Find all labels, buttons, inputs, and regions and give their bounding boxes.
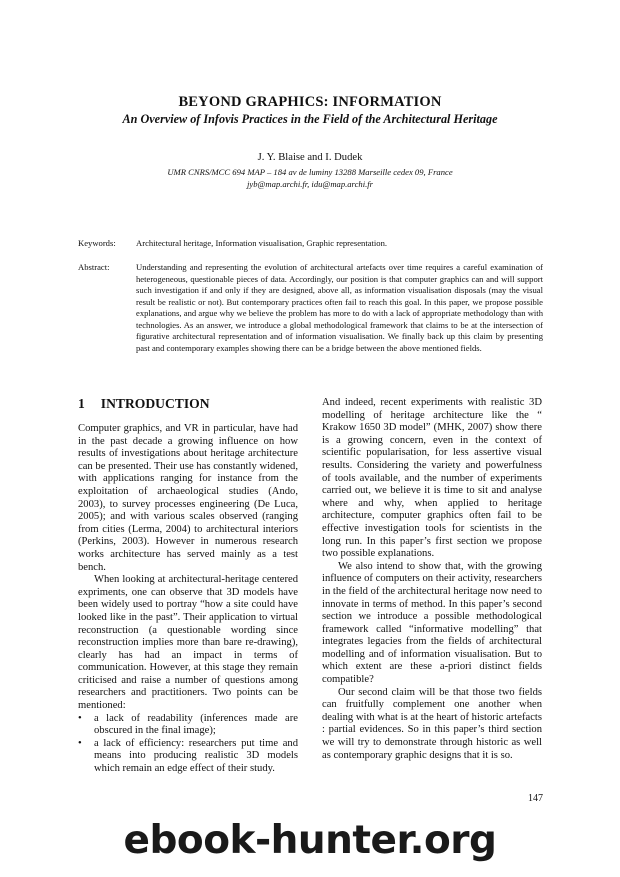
bullet-icon: • <box>78 712 82 724</box>
page-number: 147 <box>528 793 543 804</box>
author-affiliation-block <box>0 166 620 190</box>
keywords-label: Keywords: <box>78 238 116 248</box>
author-emails: jyb@map.archi.fr, idu@map.archi.fr <box>247 179 373 189</box>
right-column <box>322 397 542 762</box>
paper-title: BEYOND GRAPHICS: INFORMATION <box>178 94 442 110</box>
bullet-list <box>78 713 298 776</box>
list-item <box>78 738 298 776</box>
paragraph: And indeed, recent experiments with realistic 3D modelling of heritage architecture like the “ Krakow 1650 3D model” (MHK, 2007) show there is a growing concern, even in the context of scientific popularisation, for less assertive visual results. Considering the variety and powerfulness of tools available, and the number of experiments carried out, we believe it is time to sit and analyse where and why, when applied to heritage architecture, computer graphics often fail to be effective investigation tools for scientists in the long run. In this paper’s first section we propose two possible explanations. <box>322 397 542 560</box>
watermark-text: ebook-hunter.org <box>123 818 497 863</box>
abstract-text: Understanding and representing the evolution of architectural artefacts over time requires a careful examination of heterogeneous, questionable pieces of data. Accordingly, our position is that computer graphics can and will support such investigation if and only if they are designed, above all, as information visualisation disposals (may the visual result be realistic or not). But contemporary practices often fail to reach this goal. In this paper, we propose possible explanations, and argue why we believe the problem has more to do with a lack of appropriate methodology than with technologies. As an answer, we introduce a global methodological framework that claims to be at the intersection of figurative architectural representation and of information visualisation. We finally back up this claim by presenting past and contemporary examples showing there can be a bridge between the above mentioned fields. <box>136 262 543 353</box>
left-column <box>78 423 298 776</box>
paragraph: Computer graphics, and VR in particular, have had in the past decade a growing influence on how results of investigations about heritage architecture can be presented. Their use has constantly widened, with applications ranging for instance from the exploitation of archaeological studies (Ando, 2003), to survey processes engineering (De Luca, 2005); and with various scales observed (ranging from cities (Lerma, 2004) to architectural interiors (Perkins, 2003). However in numerous research works architecture has served mainly as a test bench. <box>78 423 298 573</box>
keywords-text: Architectural heritage, Information visualisation, Graphic representation. <box>136 238 388 248</box>
section-number: 1 <box>78 396 85 411</box>
list-item-text: a lack of readability (inferences made are obscured in the final image); <box>94 712 298 737</box>
abstract-label: Abstract: <box>78 262 110 272</box>
paragraph: When looking at architectural-heritage centered expriments, one can observe that 3D models have been widely used to portray “how a site could have looked like in the past”. Their application to virtual reconstruction (a questionable wording since reconstruction implies more than bare re-drawing), clearly has had an impact in terms of communication. However, at this stage they remain criticised and raise a number of questions among researchers and practitioners. Two points can be mentioned: <box>78 574 298 712</box>
paragraph: Our second claim will be that those two fields can fruitfully complement one another when dealing with what is at the heart of historic artefacts : partial evidences. So in this paper’s third section we will try to demonstrate through historic as well as contemporary graphic designs that it is so. <box>322 686 542 761</box>
bullet-icon: • <box>78 737 82 749</box>
author-affiliation: UMR CNRS/MCC 694 MAP – 184 av de luminy 13288 Marseille cedex 09, France <box>167 167 453 177</box>
paper-subtitle: An Overview of Infovis Practices in the Field of the Architectural Heritage <box>122 112 498 126</box>
section-heading <box>78 396 210 412</box>
paragraph: We also intend to show that, with the growing influence of computers on their activity, researchers in the field of the architectural heritage now need to innovate in terms of method. In this paper’s second section we introduce a possible methodological framework called “informative modelling” that integrates legacies from the fields of architectural modelling and of information visualisation. But to which extent are these a-priori distinct fields compatible? <box>322 560 542 686</box>
list-item <box>78 713 298 738</box>
list-item-text: a lack of efficiency: researchers put time and means into producing realistic 3D models which remain an edge effect of their study. <box>94 737 298 775</box>
paper-authors: J. Y. Blaise and I. Dudek <box>257 152 363 163</box>
section-title: INTRODUCTION <box>100 396 210 411</box>
